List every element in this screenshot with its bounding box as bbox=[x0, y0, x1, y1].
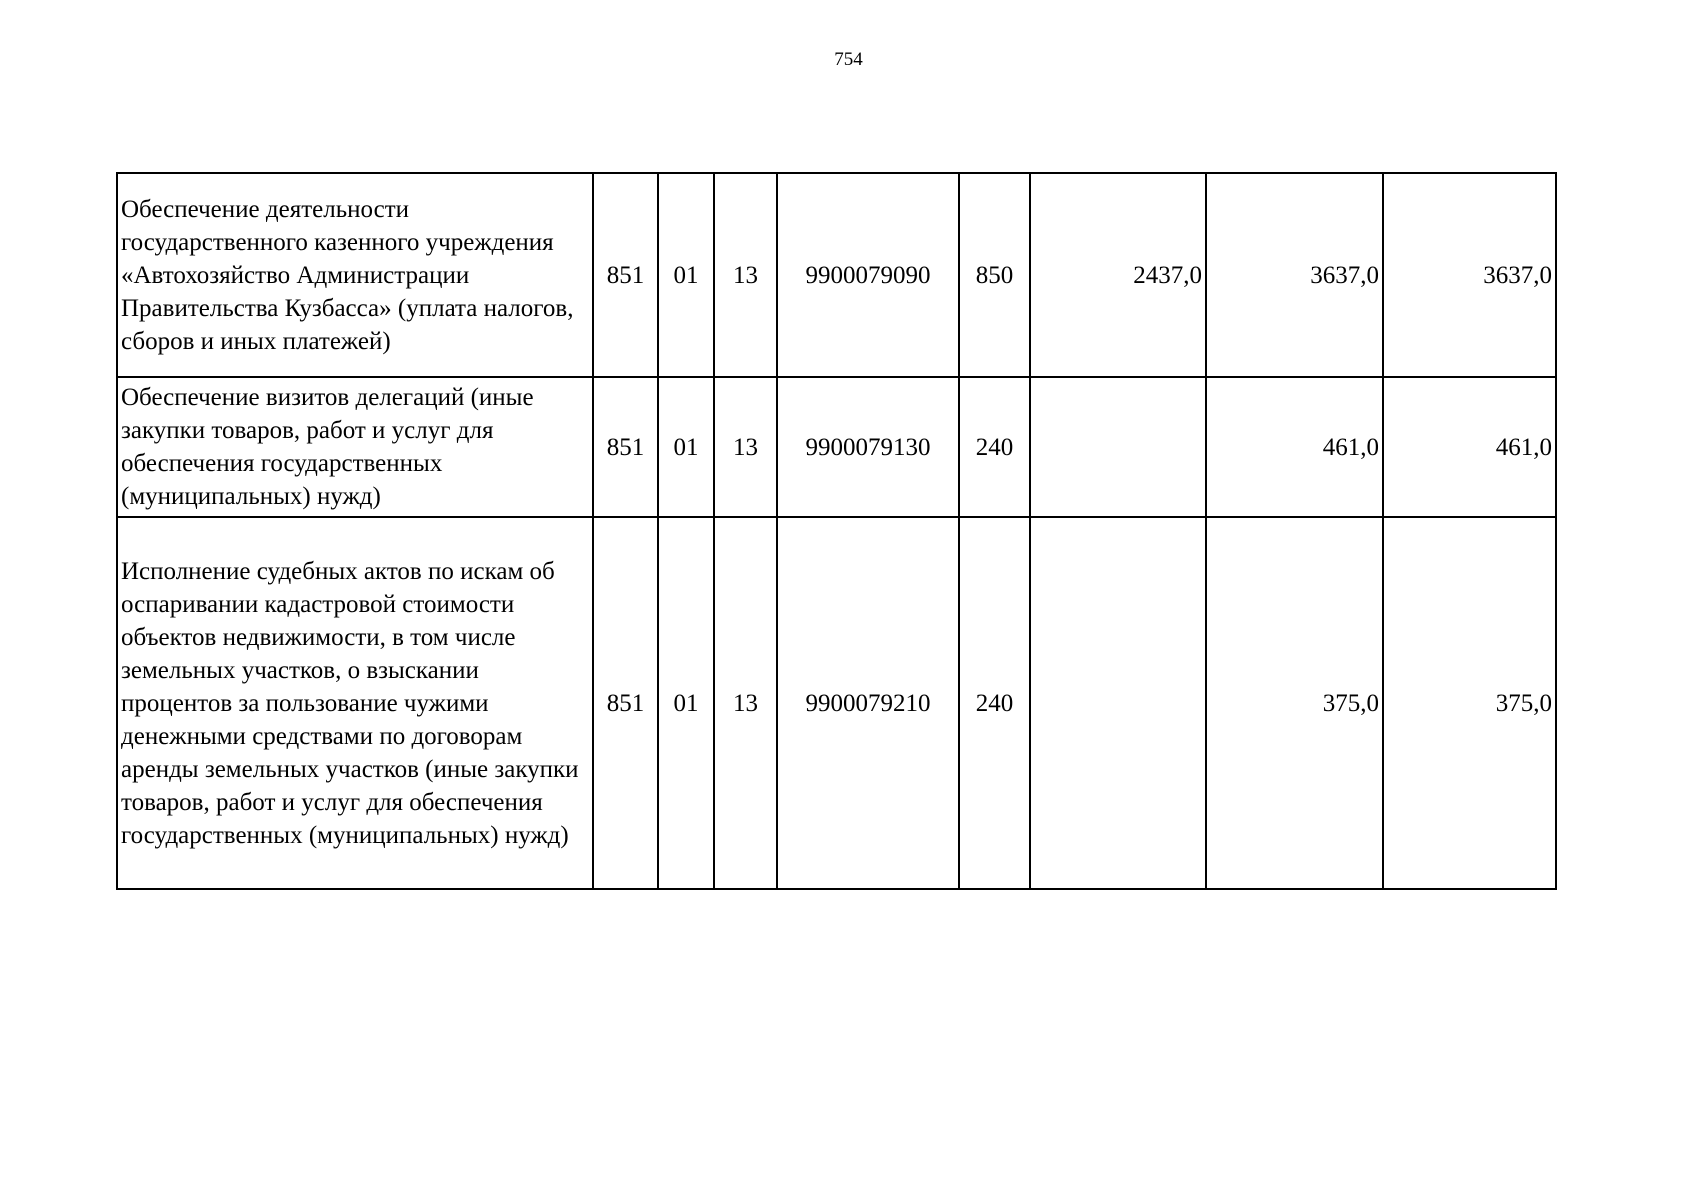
table-row bbox=[117, 173, 1556, 377]
amount-3: 461,0 bbox=[1383, 377, 1556, 517]
target-article-code: 9900079090 bbox=[777, 173, 959, 377]
table-row bbox=[117, 517, 1556, 889]
target-article-code: 9900079130 bbox=[777, 377, 959, 517]
row-description: Обеспечение деятельности государственного казенного учреждения «Автохозяйство Администрации Правительства Кузбасса» (уплата налогов, сборов и иных платежей) bbox=[117, 173, 593, 377]
subsection-code: 13 bbox=[714, 517, 777, 889]
amount-2: 375,0 bbox=[1206, 517, 1383, 889]
amount-1: 2437,0 bbox=[1030, 173, 1206, 377]
target-article-code: 9900079210 bbox=[777, 517, 959, 889]
subsection-code: 13 bbox=[714, 377, 777, 517]
amount-2: 3637,0 bbox=[1206, 173, 1383, 377]
amount-1 bbox=[1030, 377, 1206, 517]
expense-type-code: 240 bbox=[959, 377, 1030, 517]
ministry-code: 851 bbox=[593, 517, 658, 889]
section-code: 01 bbox=[658, 377, 714, 517]
amount-1 bbox=[1030, 517, 1206, 889]
expense-type-code: 850 bbox=[959, 173, 1030, 377]
amount-2: 461,0 bbox=[1206, 377, 1383, 517]
section-code: 01 bbox=[658, 173, 714, 377]
subsection-code: 13 bbox=[714, 173, 777, 377]
amount-3: 375,0 bbox=[1383, 517, 1556, 889]
table-row bbox=[117, 377, 1556, 517]
ministry-code: 851 bbox=[593, 173, 658, 377]
section-code: 01 bbox=[658, 517, 714, 889]
budget-table bbox=[116, 172, 1557, 890]
amount-3: 3637,0 bbox=[1383, 173, 1556, 377]
row-description: Исполнение судебных актов по искам об оспаривании кадастровой стоимости объектов недвижимости, в том числе земельных участков, о взыскании процентов за пользование чужими денежными средствами по договорам аренды земельных участков (иные закупки товаров, работ и услуг для обеспечения государственных (муниципальных) нужд) bbox=[117, 517, 593, 889]
row-description: Обеспечение визитов делегаций (иные закупки товаров, работ и услуг для обеспечения государственных (муниципальных) нужд) bbox=[117, 377, 593, 517]
expense-type-code: 240 bbox=[959, 517, 1030, 889]
ministry-code: 851 bbox=[593, 377, 658, 517]
page-number: 754 bbox=[834, 49, 863, 70]
